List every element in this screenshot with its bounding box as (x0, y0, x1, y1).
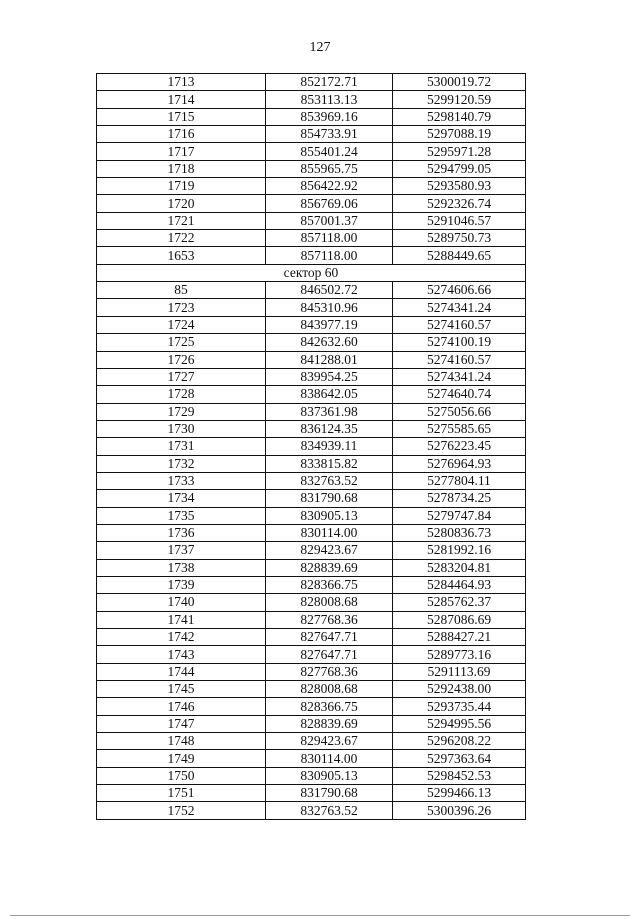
y-coordinate-cell: 5281992.16 (393, 542, 526, 559)
y-coordinate-cell: 5274160.57 (393, 351, 526, 368)
y-coordinate-cell: 5289750.73 (393, 230, 526, 247)
table-row (97, 733, 526, 750)
table-row (97, 576, 526, 593)
point-number-cell: 1733 (97, 472, 266, 489)
table-row (97, 368, 526, 385)
y-coordinate-cell: 5294995.56 (393, 715, 526, 732)
point-number-cell: 1725 (97, 334, 266, 351)
table-row (97, 490, 526, 507)
point-number-cell: 1728 (97, 386, 266, 403)
x-coordinate-cell: 830114.00 (266, 524, 393, 541)
point-number-cell: 1747 (97, 715, 266, 732)
x-coordinate-cell: 828366.75 (266, 698, 393, 715)
x-coordinate-cell: 855401.24 (266, 143, 393, 160)
x-coordinate-cell: 843977.19 (266, 316, 393, 333)
x-coordinate-cell: 828366.75 (266, 576, 393, 593)
y-coordinate-cell: 5293580.93 (393, 178, 526, 195)
x-coordinate-cell: 828008.68 (266, 594, 393, 611)
y-coordinate-cell: 5275585.65 (393, 420, 526, 437)
point-number-cell: 1742 (97, 629, 266, 646)
point-number-cell: 1741 (97, 611, 266, 628)
x-coordinate-cell: 846502.72 (266, 282, 393, 299)
x-coordinate-cell: 856422.92 (266, 178, 393, 195)
table-row (97, 108, 526, 125)
table-row (97, 715, 526, 732)
x-coordinate-cell: 831790.68 (266, 490, 393, 507)
y-coordinate-cell: 5294799.05 (393, 160, 526, 177)
x-coordinate-cell: 827647.71 (266, 646, 393, 663)
y-coordinate-cell: 5297363.64 (393, 750, 526, 767)
y-coordinate-cell: 5296208.22 (393, 733, 526, 750)
x-coordinate-cell: 832763.52 (266, 802, 393, 819)
point-number-cell: 1653 (97, 247, 266, 264)
point-number-cell: 1722 (97, 230, 266, 247)
y-coordinate-cell: 5298140.79 (393, 108, 526, 125)
table-row (97, 472, 526, 489)
table-row (97, 524, 526, 541)
y-coordinate-cell: 5274100.19 (393, 334, 526, 351)
point-number-cell: 1750 (97, 767, 266, 784)
point-number-cell: 1751 (97, 785, 266, 802)
point-number-cell: 1716 (97, 126, 266, 143)
sector-label: сектор 60 (97, 264, 526, 281)
x-coordinate-cell: 827768.36 (266, 611, 393, 628)
table-row (97, 403, 526, 420)
table-row (97, 681, 526, 698)
x-coordinate-cell: 828839.69 (266, 559, 393, 576)
table-row (97, 143, 526, 160)
y-coordinate-cell: 5274606.66 (393, 282, 526, 299)
point-number-cell: 1713 (97, 74, 266, 91)
table-row (97, 212, 526, 229)
y-coordinate-cell: 5291046.57 (393, 212, 526, 229)
table-row (97, 611, 526, 628)
x-coordinate-cell: 853969.16 (266, 108, 393, 125)
point-number-cell: 1744 (97, 663, 266, 680)
table-row (97, 663, 526, 680)
x-coordinate-cell: 830905.13 (266, 767, 393, 784)
point-number-cell: 1734 (97, 490, 266, 507)
y-coordinate-cell: 5293735.44 (393, 698, 526, 715)
y-coordinate-cell: 5275056.66 (393, 403, 526, 420)
x-coordinate-cell: 827768.36 (266, 663, 393, 680)
x-coordinate-cell: 857118.00 (266, 247, 393, 264)
table-row (97, 334, 526, 351)
y-coordinate-cell: 5277804.11 (393, 472, 526, 489)
y-coordinate-cell: 5276223.45 (393, 438, 526, 455)
table-row (97, 507, 526, 524)
sector-row (97, 264, 526, 281)
table-row (97, 351, 526, 368)
y-coordinate-cell: 5274640.74 (393, 386, 526, 403)
table-row (97, 438, 526, 455)
table-row (97, 455, 526, 472)
x-coordinate-cell: 857001.37 (266, 212, 393, 229)
table-row (97, 299, 526, 316)
y-coordinate-cell: 5299120.59 (393, 91, 526, 108)
x-coordinate-cell: 837361.98 (266, 403, 393, 420)
point-number-cell: 1724 (97, 316, 266, 333)
table-row (97, 594, 526, 611)
x-coordinate-cell: 854733.91 (266, 126, 393, 143)
table-row (97, 316, 526, 333)
table-row (97, 282, 526, 299)
point-number-cell: 1714 (97, 91, 266, 108)
y-coordinate-cell: 5300019.72 (393, 74, 526, 91)
y-coordinate-cell: 5283204.81 (393, 559, 526, 576)
point-number-cell: 1726 (97, 351, 266, 368)
x-coordinate-cell: 853113.13 (266, 91, 393, 108)
y-coordinate-cell: 5285762.37 (393, 594, 526, 611)
x-coordinate-cell: 841288.01 (266, 351, 393, 368)
table-row (97, 420, 526, 437)
point-number-cell: 1748 (97, 733, 266, 750)
point-number-cell: 1736 (97, 524, 266, 541)
x-coordinate-cell: 829423.67 (266, 733, 393, 750)
y-coordinate-cell: 5295971.28 (393, 143, 526, 160)
x-coordinate-cell: 842632.60 (266, 334, 393, 351)
point-number-cell: 1740 (97, 594, 266, 611)
x-coordinate-cell: 857118.00 (266, 230, 393, 247)
point-number-cell: 1720 (97, 195, 266, 212)
y-coordinate-cell: 5288427.21 (393, 629, 526, 646)
y-coordinate-cell: 5274160.57 (393, 316, 526, 333)
coordinates-table (96, 73, 526, 820)
point-number-cell: 1729 (97, 403, 266, 420)
x-coordinate-cell: 852172.71 (266, 74, 393, 91)
y-coordinate-cell: 5279747.84 (393, 507, 526, 524)
x-coordinate-cell: 828839.69 (266, 715, 393, 732)
y-coordinate-cell: 5274341.24 (393, 299, 526, 316)
table-row (97, 559, 526, 576)
page-bottom-edge (10, 915, 630, 916)
x-coordinate-cell: 828008.68 (266, 681, 393, 698)
point-number-cell: 1737 (97, 542, 266, 559)
y-coordinate-cell: 5287086.69 (393, 611, 526, 628)
table-body (97, 74, 526, 820)
point-number-cell: 85 (97, 282, 266, 299)
x-coordinate-cell: 836124.35 (266, 420, 393, 437)
x-coordinate-cell: 832763.52 (266, 472, 393, 489)
table-row (97, 785, 526, 802)
table-row (97, 160, 526, 177)
point-number-cell: 1718 (97, 160, 266, 177)
point-number-cell: 1719 (97, 178, 266, 195)
y-coordinate-cell: 5280836.73 (393, 524, 526, 541)
table-row (97, 126, 526, 143)
y-coordinate-cell: 5292438.00 (393, 681, 526, 698)
y-coordinate-cell: 5299466.13 (393, 785, 526, 802)
table-row (97, 247, 526, 264)
table-row (97, 767, 526, 784)
y-coordinate-cell: 5278734.25 (393, 490, 526, 507)
y-coordinate-cell: 5300396.26 (393, 802, 526, 819)
x-coordinate-cell: 830114.00 (266, 750, 393, 767)
point-number-cell: 1731 (97, 438, 266, 455)
table-row (97, 195, 526, 212)
y-coordinate-cell: 5276964.93 (393, 455, 526, 472)
point-number-cell: 1735 (97, 507, 266, 524)
table-row (97, 386, 526, 403)
table-row (97, 629, 526, 646)
point-number-cell: 1752 (97, 802, 266, 819)
point-number-cell: 1732 (97, 455, 266, 472)
point-number-cell: 1721 (97, 212, 266, 229)
y-coordinate-cell: 5298452.53 (393, 767, 526, 784)
table-row (97, 698, 526, 715)
x-coordinate-cell: 833815.82 (266, 455, 393, 472)
x-coordinate-cell: 838642.05 (266, 386, 393, 403)
point-number-cell: 1730 (97, 420, 266, 437)
point-number-cell: 1723 (97, 299, 266, 316)
x-coordinate-cell: 834939.11 (266, 438, 393, 455)
y-coordinate-cell: 5291113.69 (393, 663, 526, 680)
x-coordinate-cell: 831790.68 (266, 785, 393, 802)
y-coordinate-cell: 5288449.65 (393, 247, 526, 264)
point-number-cell: 1743 (97, 646, 266, 663)
x-coordinate-cell: 855965.75 (266, 160, 393, 177)
x-coordinate-cell: 829423.67 (266, 542, 393, 559)
point-number-cell: 1749 (97, 750, 266, 767)
table-row (97, 750, 526, 767)
x-coordinate-cell: 830905.13 (266, 507, 393, 524)
y-coordinate-cell: 5297088.19 (393, 126, 526, 143)
y-coordinate-cell: 5274341.24 (393, 368, 526, 385)
page-number: 127 (309, 40, 331, 55)
point-number-cell: 1727 (97, 368, 266, 385)
x-coordinate-cell: 845310.96 (266, 299, 393, 316)
table-row (97, 802, 526, 819)
point-number-cell: 1717 (97, 143, 266, 160)
table-row (97, 91, 526, 108)
y-coordinate-cell: 5289773.16 (393, 646, 526, 663)
point-number-cell: 1746 (97, 698, 266, 715)
y-coordinate-cell: 5292326.74 (393, 195, 526, 212)
point-number-cell: 1745 (97, 681, 266, 698)
table-row (97, 178, 526, 195)
table-row (97, 646, 526, 663)
point-number-cell: 1739 (97, 576, 266, 593)
table-row (97, 74, 526, 91)
y-coordinate-cell: 5284464.93 (393, 576, 526, 593)
table-row (97, 230, 526, 247)
x-coordinate-cell: 839954.25 (266, 368, 393, 385)
point-number-cell: 1715 (97, 108, 266, 125)
x-coordinate-cell: 856769.06 (266, 195, 393, 212)
point-number-cell: 1738 (97, 559, 266, 576)
x-coordinate-cell: 827647.71 (266, 629, 393, 646)
table-row (97, 542, 526, 559)
